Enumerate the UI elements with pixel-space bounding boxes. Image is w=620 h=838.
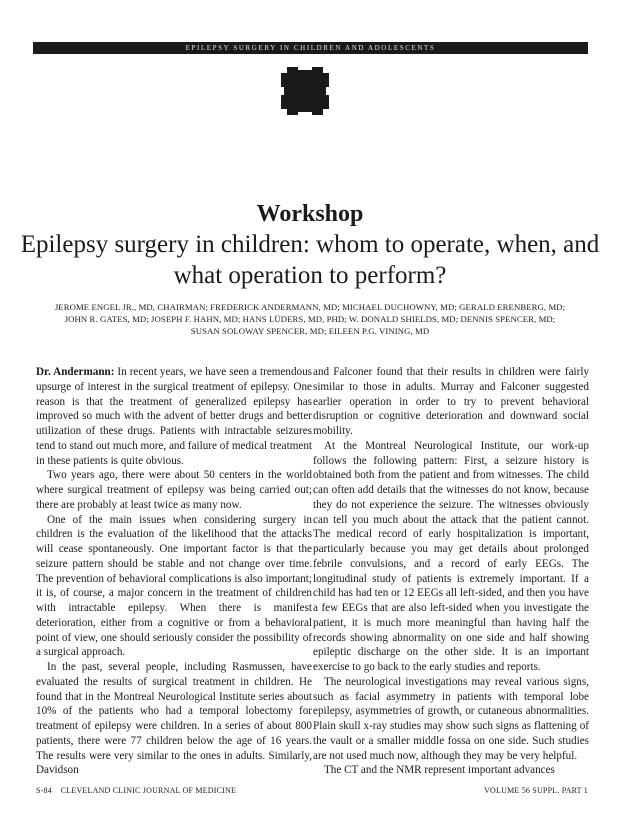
paragraph: One of the main issues when considering surgery in children is the evaluation of the likelihood that the attacks will cease spontaneously. One important factor is that the seizure pattern should be stable and not change over time. The prevention of behavioral complications is also important; it is, of course, a major concern in the treatment of children with intractable epilepsy. When there is manifest deterioration, either from a cognitive or from a behavioral point of view, one should seriously consider the possibility of a surgical approach. [36,513,312,659]
paragraph: At the Montreal Neurological Institute, our work-up follows the following pattern: First, a seizure history is obtained both from the patient and from witnesses. The child can often add details that the witnesses do not know, because they do not experience the seizure. The witnesses obviously can tell you much about the attack that the patient cannot. The medical record of early hospitalization is important, particularly because you may get details about prolonged febrile convulsions, and a record of early EEGs. The longitudinal study of patients is extremely important. If a child has had ten or 12 EEGs all left-sided, and then you have a few EEGs that are also left-sided when you investigate the patient, it is much more meaningful than having half the records showing abnormality on one side and half showing epileptic discharge on the other side. It is an important exercise to go back to the early studies and reports. [313,439,589,673]
journal-name: CLEVELAND CLINIC JOURNAL OF MEDICINE [60,786,237,795]
page-number: S-84 [36,786,52,795]
workshop-label: Workshop [256,201,364,227]
paragraph: The neurological investigations may reveal various signs, such as facial asymmetry in patients with temporal lobe epilepsy, asymmetries of growth, or cutaneous abnormalities. Plain skull x-ray studies may show such signs as flattening of the vault or a smaller middle fossa on one side. Such studies are not used much now, although they may be very helpful. [313,675,589,762]
paragraph: Two years ago, there were about 50 centers in the world where surgical treatment of epilepsy was being carried out; there are probably at least twice as many now. [36,469,312,511]
paragraph: In the past, several people, including Rasmussen, have evaluated the results of surgical treatment in children. He found that in the Montreal Neurological Institute series about 10% of the patients who had a temporal lobectomy for treatment of epilepsy were children. In a series of about 800 patients, there were 77 children below the age of 16 years. The results were very similar to the ones in adults. Similarly, Davidson [36,661,312,777]
paragraph: and Falconer found that their results in children were fairly similar to those in adults. Murray and Falconer suggested earlier operation in order to try to prevent behavioral disruption or cognitive deterioration and downward social mobility. [313,366,589,437]
running-title-bar [33,42,588,54]
article-title: Epilepsy surgery in children: whom to operate, when, and what operation to perform? [20,231,600,289]
page-footer [36,786,588,795]
author-list: JEROME ENGEL JR., MD, CHAIRMAN; FREDERICK ANDERMANN, MD; MICHAEL DUCHOWNY, MD; GERALD ERENBERG, MD; JOHN R. GATES, MD; JOSEPH F. HAHN, MD; HANS LÜDERS, MD, PHD; W. DONALD SHIELDS, MD; DENNIS SPENCER, MD; SUSAN SOLOWAY SPENCER, MD; EILEEN P.G. VINING, MD [54,302,566,336]
body-column-right [313,365,589,778]
body-column-left [36,365,312,778]
speaker-name: Dr. Andermann: [36,366,115,378]
running-title: EPILEPSY SURGERY IN CHILDREN AND ADOLESCENTS [185,44,436,52]
paragraph: The CT and the NMR represent important advances [324,764,555,777]
footer-left [36,786,236,795]
paragraph-text: In recent years, we have seen a tremendous upsurge of interest in the surgical treatment of epilepsy. One reason is that the treatment of generalized epilepsy has improved so much with the advent of better drugs and better utilization of these drugs. Patients with intractable seizures tend to stand out much more, and failure of medical treatment in these patients is quite obvious. [36,366,312,467]
paragraph [36,365,312,468]
journal-cross-emblem-icon [281,67,329,115]
volume-label: VOLUME 56 SUPPL. PART 1 [484,786,588,795]
